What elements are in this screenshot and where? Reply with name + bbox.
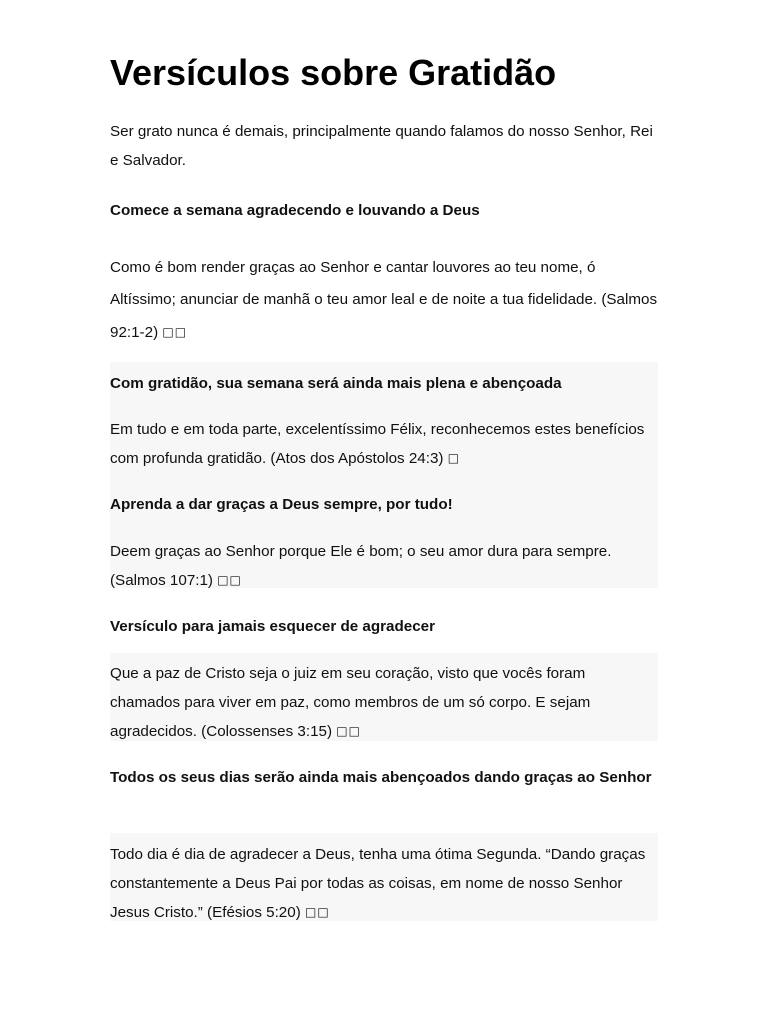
section-heading: Com gratidão, sua semana será ainda mais plena e abençoada	[110, 375, 562, 392]
verse-text: Que a paz de Cristo seja o juiz em seu coração, visto que vocês foram chamados para viver em paz, como membros de um só corpo. E sejam agradecidos. (Colossenses 3:15)	[110, 665, 591, 740]
verse-text: Todo dia é dia de agradecer a Deus, tenha uma ótima Segunda. “Dando graças constantemente a Deus Pai por todas as coisas, em nome de nosso Senhor Jesus Cristo.” (Efésios 5:20)	[110, 846, 646, 921]
verse-text: Em tudo e em toda parte, excelentíssimo Félix, reconhecemos estes benefícios com profunda gratidão. (Atos dos Apóstolos 24:3)	[110, 421, 645, 467]
intro-paragraph: Ser grato nunca é demais, principalmente quando falamos do nosso Senhor, Rei e Salvador.	[110, 123, 653, 169]
verse-paragraph	[110, 252, 658, 349]
verse-text: Deem graças ao Senhor porque Ele é bom; o seu amor dura para sempre. (Salmos 107:1)	[110, 543, 612, 589]
section-heading: Todos os seus dias serão ainda mais abençoados dando graças ao Senhor	[110, 769, 652, 786]
verse-paragraph	[110, 659, 658, 746]
verse-text: Como é bom render graças ao Senhor e cantar louvores ao teu nome, ó Altíssimo; anunciar de manhã o teu amor leal e de noite a tua fidelidade. (Salmos 92:1-2)	[110, 259, 658, 341]
verse-symbols: □	[447, 451, 461, 465]
section-heading: Versículo para jamais esquecer de agradecer	[110, 618, 436, 635]
verse-symbols: □□	[162, 325, 188, 339]
section-heading: Comece a semana agradecendo e louvando a Deus	[110, 202, 480, 219]
verse-paragraph	[110, 415, 658, 473]
page-title: Versículos sobre Gratidão	[110, 52, 557, 93]
verse-symbols: □□	[217, 573, 242, 587]
verse-paragraph	[110, 537, 658, 595]
verse-symbols: □□	[304, 905, 330, 919]
verse-symbols: □□	[336, 724, 361, 738]
section-heading: Aprenda a dar graças a Deus sempre, por tudo!	[110, 496, 453, 513]
verse-paragraph	[110, 840, 658, 927]
